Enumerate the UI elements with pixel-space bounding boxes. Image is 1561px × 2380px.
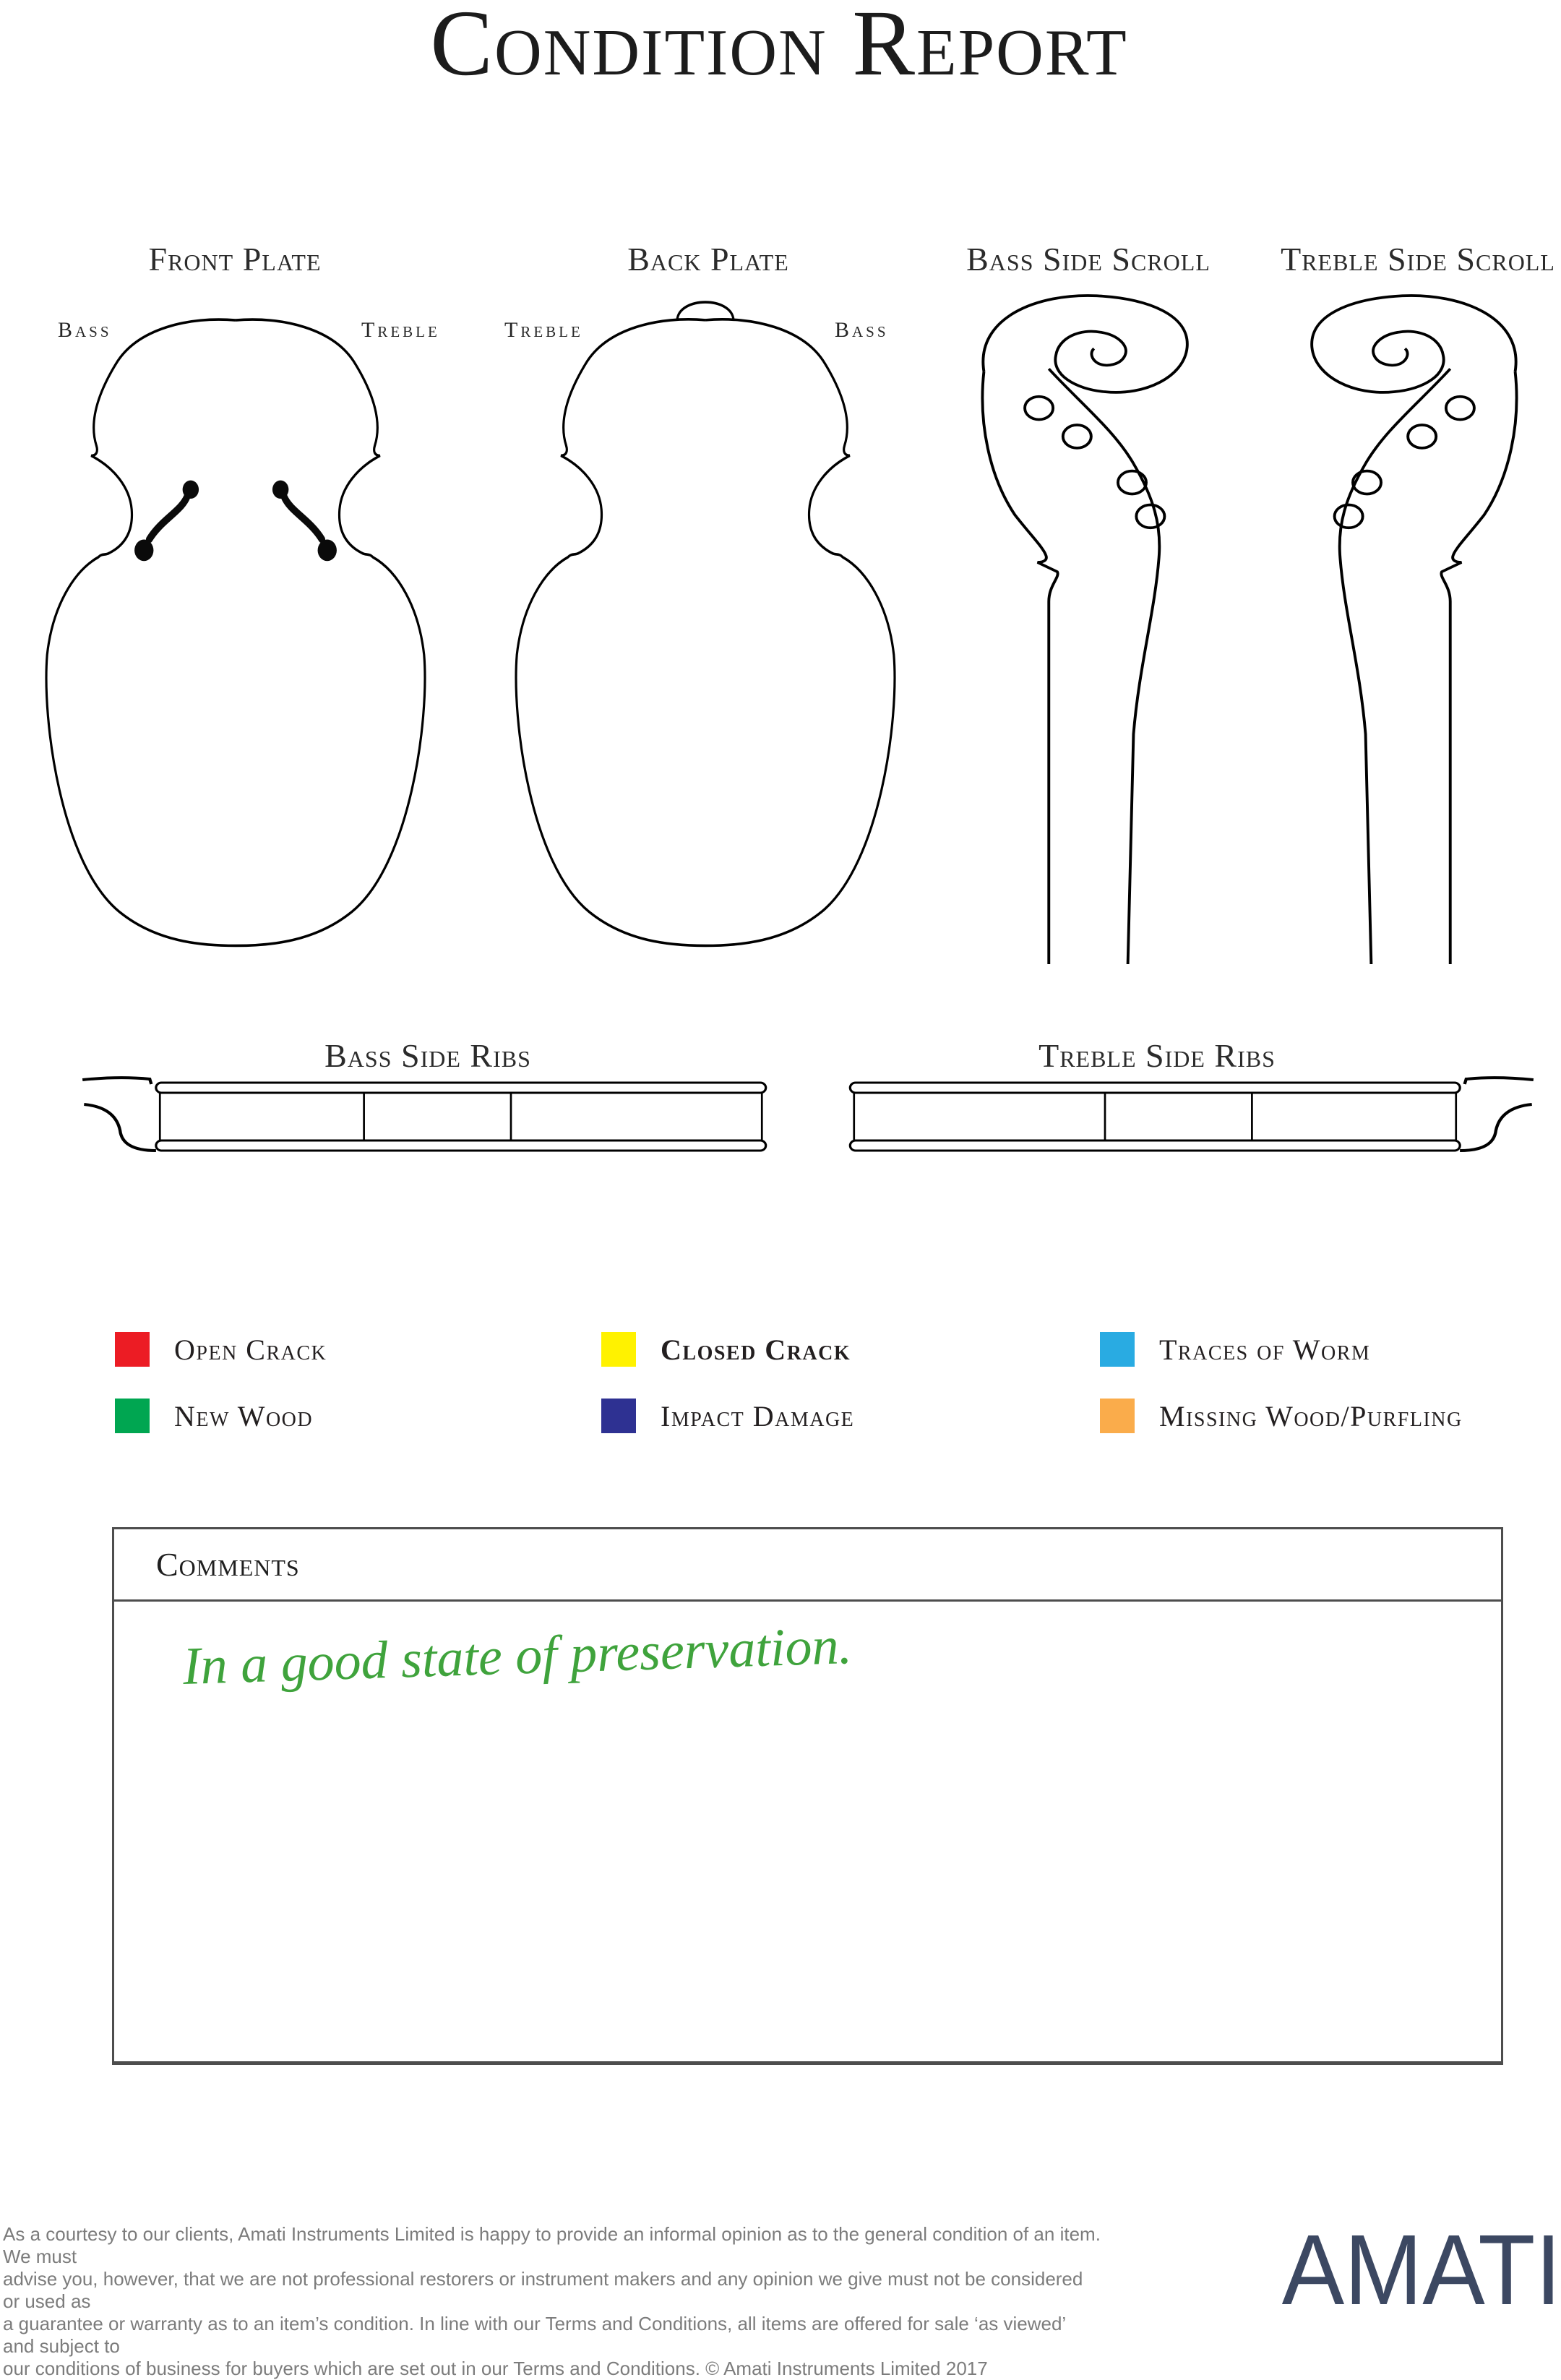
bass-ribs-diagram — [81, 1074, 769, 1155]
back-plate-outline-drawing — [508, 286, 903, 958]
missing-wood-purfling-swatch — [1100, 1399, 1135, 1433]
legend-column-2 — [601, 1332, 854, 1465]
disclaimer-line: advise you, however, that we are not professional restorers or instrument makers and any opinion we give must not be considered or used as — [3, 2268, 1083, 2312]
amati-logo: AMATI — [1281, 2214, 1561, 2326]
closed-crack-swatch — [601, 1332, 636, 1367]
bass-ribs-drawing — [81, 1074, 769, 1155]
back-plate-heading: Back Plate — [627, 241, 789, 278]
disclaimer-line: a guarantee or warranty as to an item’s condition. In line with our Terms and Conditions, all items are offered for sale ‘as viewed’ and subject to — [3, 2313, 1066, 2357]
legend-label: Missing Wood/Purfling — [1159, 1399, 1463, 1432]
new-wood-swatch — [115, 1399, 150, 1433]
comments-box — [112, 1527, 1503, 2065]
disclaimer-line: our conditions of business for buyers which are set out in our Terms and Conditions. © Amati Instruments Limited 2017 — [3, 2358, 988, 2379]
treble-ribs-drawing — [847, 1074, 1535, 1155]
front-plate-outline-drawing — [38, 296, 433, 958]
comments-header — [114, 1529, 1501, 1602]
front-plate-heading: Front Plate — [148, 241, 322, 278]
legend-item-traces-of-worm — [1100, 1332, 1463, 1367]
legend-label: New Wood — [174, 1399, 314, 1432]
bass-ribs-heading: Bass Side Ribs — [324, 1037, 531, 1074]
legend-item-open-crack — [115, 1332, 327, 1367]
legend-item-new-wood — [115, 1399, 327, 1433]
comments-label: Comments — [156, 1546, 300, 1583]
legend-item-impact-damage — [601, 1399, 854, 1433]
back-button-shape — [677, 302, 734, 320]
treble-scroll-drawing — [1292, 288, 1532, 964]
comments-handwriting: In a good state of preservation. — [181, 1615, 853, 1696]
front-plate-treble-label: Treble — [361, 318, 440, 342]
page-title: Condition Report — [430, 0, 1128, 95]
back-plate-diagram — [508, 286, 903, 958]
legend-label: Open Crack — [174, 1333, 327, 1366]
legend-item-missing-wood-purfling — [1100, 1399, 1463, 1433]
bass-scroll-heading: Bass Side Scroll — [966, 241, 1210, 278]
front-plate-diagram — [38, 296, 433, 958]
treble-ribs-diagram — [847, 1074, 1535, 1155]
bass-scroll-diagram — [967, 288, 1207, 964]
legend-label: Impact Damage — [661, 1399, 855, 1432]
front-plate-bass-label: Bass — [58, 318, 112, 342]
f-hole-icon — [134, 481, 199, 562]
footer-disclaimer — [3, 2223, 1101, 2380]
traces-of-worm-swatch — [1100, 1332, 1135, 1367]
legend-label: Closed Crack — [661, 1333, 851, 1366]
back-plate-bass-label: Bass — [835, 318, 889, 342]
comments-body — [114, 1615, 1501, 1698]
legend-column-1 — [115, 1332, 327, 1465]
treble-scroll-heading: Treble Side Scroll — [1281, 241, 1555, 278]
treble-ribs-heading: Treble Side Ribs — [1038, 1037, 1276, 1074]
legend-label: Traces of Worm — [1159, 1333, 1371, 1366]
back-plate-treble-label: Treble — [504, 318, 583, 342]
impact-damage-swatch — [601, 1399, 636, 1433]
bass-scroll-drawing — [967, 288, 1207, 964]
treble-scroll-diagram — [1292, 288, 1532, 964]
legend-item-closed-crack — [601, 1332, 854, 1367]
legend-column-3 — [1100, 1332, 1463, 1465]
disclaimer-line: As a courtesy to our clients, Amati Instruments Limited is happy to provide an informal opinion as to the general condition of an item. We must — [3, 2223, 1101, 2267]
open-crack-swatch — [115, 1332, 150, 1367]
